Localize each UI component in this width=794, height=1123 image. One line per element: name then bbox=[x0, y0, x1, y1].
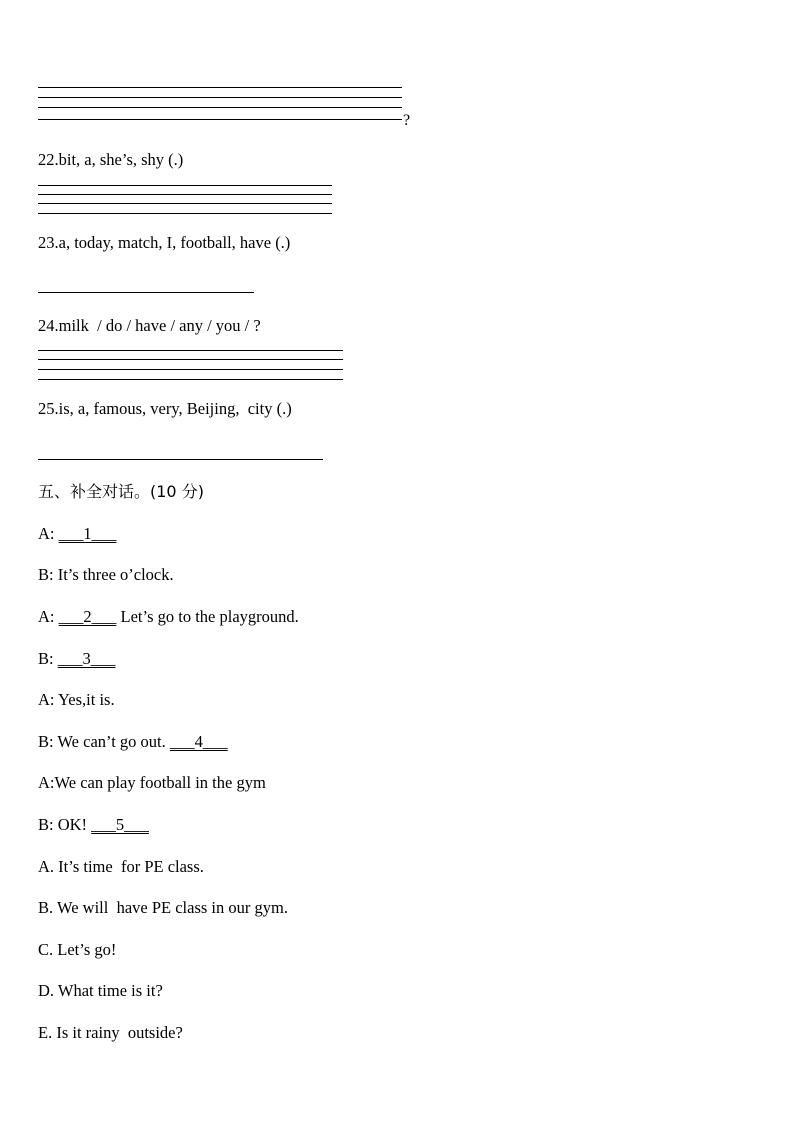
dialogue-line-5 bbox=[38, 690, 115, 710]
answer-line[interactable] bbox=[38, 292, 254, 293]
answer-line[interactable] bbox=[38, 459, 323, 460]
question-24: 24.milk / do / have / any / you / ? bbox=[38, 316, 261, 335]
answer-line[interactable] bbox=[38, 203, 332, 204]
answer-line[interactable] bbox=[38, 87, 402, 88]
option-d: D. What time is it? bbox=[38, 981, 163, 1000]
answer-line[interactable] bbox=[38, 350, 343, 351]
dialogue-text: It’s three o’clock. bbox=[57, 565, 174, 584]
dialogue-text: Yes,it is. bbox=[58, 690, 115, 709]
option-e: E. Is it rainy outside? bbox=[38, 1023, 183, 1042]
speaker: B: bbox=[38, 649, 58, 668]
speaker: B: bbox=[38, 732, 58, 751]
speaker: A: bbox=[38, 524, 59, 543]
q21-end-mark: ? bbox=[403, 112, 411, 129]
dialogue-line-1 bbox=[38, 524, 116, 544]
blank-1[interactable]: ___1___ bbox=[58, 524, 117, 543]
question-23: 23.a, today, match, I, football, have (.) bbox=[38, 233, 291, 252]
blank-5[interactable]: ___5___ bbox=[91, 815, 149, 834]
dialogue-text: OK! bbox=[57, 815, 92, 834]
question-25: 25.is, a, famous, very, Beijing, city (.) bbox=[38, 399, 292, 418]
dialogue-line-7 bbox=[38, 773, 266, 793]
speaker: A: bbox=[38, 773, 55, 792]
dialogue-line-8 bbox=[38, 815, 149, 835]
dialogue-line-4 bbox=[38, 649, 115, 669]
dialogue-text: We can’t go out. bbox=[57, 732, 170, 751]
answer-line[interactable] bbox=[38, 213, 332, 214]
option-c: C. Let’s go! bbox=[38, 940, 117, 959]
blank-4[interactable]: ___4___ bbox=[169, 732, 228, 751]
answer-line[interactable] bbox=[38, 119, 402, 120]
speaker: A: bbox=[38, 690, 59, 709]
option-b: B. We will have PE class in our gym. bbox=[38, 898, 288, 917]
dialogue-text: We can play football in the gym bbox=[54, 773, 266, 792]
speaker: B: bbox=[38, 565, 58, 584]
blank-2[interactable]: ___2___ bbox=[58, 607, 117, 626]
dialogue-line-6 bbox=[38, 732, 228, 752]
answer-line[interactable] bbox=[38, 359, 343, 360]
section-heading: 五、补全对话。(10 分) bbox=[38, 482, 204, 501]
speaker: B: bbox=[38, 815, 58, 834]
answer-line[interactable] bbox=[38, 97, 402, 98]
speaker: A: bbox=[38, 607, 59, 626]
blank-3[interactable]: ___3___ bbox=[57, 649, 116, 668]
option-a: A. It’s time for PE class. bbox=[38, 857, 204, 876]
answer-line[interactable] bbox=[38, 185, 332, 186]
dialogue-line-2 bbox=[38, 565, 174, 585]
question-22: 22.bit, a, she’s, shy (.) bbox=[38, 150, 184, 169]
answer-line[interactable] bbox=[38, 194, 332, 195]
dialogue-text: Let’s go to the playground. bbox=[116, 607, 299, 626]
dialogue-line-3 bbox=[38, 607, 299, 627]
answer-line[interactable] bbox=[38, 379, 343, 380]
answer-line[interactable] bbox=[38, 107, 402, 108]
answer-line[interactable] bbox=[38, 369, 343, 370]
